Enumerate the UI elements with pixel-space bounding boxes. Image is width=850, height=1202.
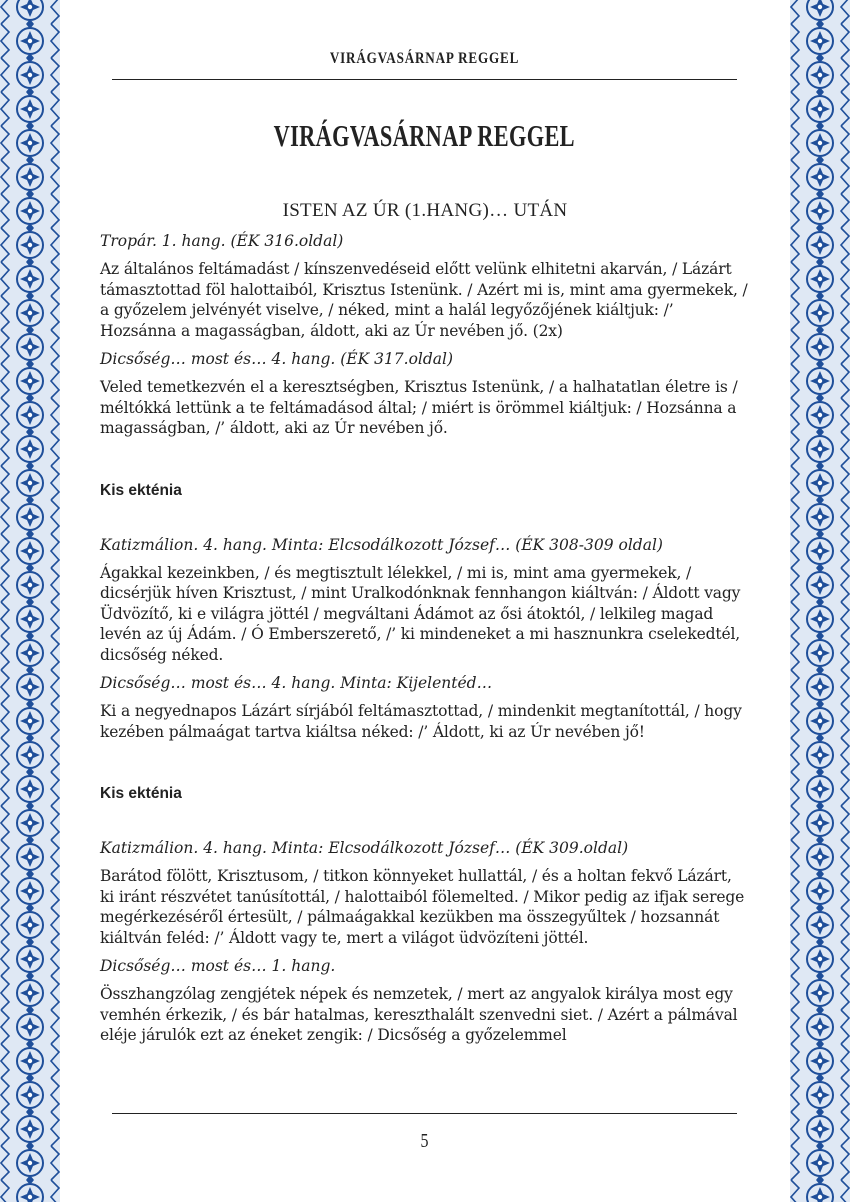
spacer — [100, 447, 750, 481]
glory3-text: Összhangzólag zengjétek népek és nemzetek, / mert az angyalok királya most egy vemhén érkezik, / és bár hatalmas, kereszthalált szenvedni siet. / Azért a pálmával eléje járulók ezt az éneket zengik: / Dicsőség a győzelemmel — [100, 985, 738, 1044]
troparion-rubric: Tropár. 1. hang. (ÉK 316.oldal) — [100, 232, 344, 250]
kathisma1-rubric: Katizmálion. 4. hang. Minta: Elcsodálkozott József… (ÉK 308-309 oldal) — [100, 535, 663, 554]
running-head: VIRÁGVASÁRNAP REGGEL — [329, 50, 520, 67]
folk-pattern — [790, 0, 850, 1202]
litany-heading: Kis ekténia — [100, 785, 182, 802]
header-rule — [112, 79, 737, 80]
document-body — [100, 200, 750, 1054]
section-subtitle: ISTEN AZ ÚR (1.HANG)… UTÁN — [282, 200, 568, 221]
spacer — [100, 750, 750, 784]
decorative-border-right — [790, 0, 850, 1202]
spacer — [100, 804, 750, 838]
glory1-rubric: Dicsőség… most és… 4. hang. (ÉK 317.oldal) — [100, 350, 454, 368]
glory1-text: Veled temetkezvén el a keresztségben, Krisztus Istenünk, / a halhatatlan életre is / méltókká lettünk a te feltámadásod által; / miért is örömmel kiáltjuk: / Hozsánna a magasságban, /’ áldott, aki az Úr nevében jő. — [100, 378, 738, 437]
page-number: 5 — [420, 1130, 429, 1152]
glory3-rubric: Dicsőség… most és… 1. hang. — [100, 957, 336, 975]
glory2-text: Ki a negyednapos Lázárt sírjából feltámasztottad, / mindenkit megtanítottál, / hogy kezében pálmaágat tartva kiáltsa néked: /’ Áldott, ki az Úr nevében jő! — [100, 702, 742, 741]
folk-pattern — [0, 0, 60, 1202]
page-title: VIRÁGVASÁRNAP REGGEL — [273, 118, 576, 153]
troparion-text: Az általános feltámadást / kínszenvedéseid előtt velünk elhitetni akarván, / Lázárt támasztottad föl halottaiból, Krisztus Istenünk. / Azért mi is, mint ama gyermekek, / a győzelem jelvényét viselve, / néked, mint a halál legyőzőjének kiáltjuk: /’ Hozsánna a magasságban, áldott, aki az Úr nevében jő. (2x) — [100, 260, 748, 340]
glory2-rubric: Dicsőség… most és… 4. hang. Minta: Kijelentéd… — [100, 674, 493, 692]
kathisma1-text: Ágakkal kezeinkben, / és megtisztult lélekkel, / mi is, mint ama gyermekek, / dicsérjük híven Krisztust, / mint Uralkodónknak fennhangon kiáltván: / Áldott vagy Üdvözítő, ki e világra jöttél / megváltani Ádámot az ősi átoktól, / lelkileg magad levén az új Ádám. / Ó Emberszerető, /’ ki mindeneket a mi hasznunkra cselekedtél, dicsőség néked. — [100, 563, 741, 664]
litany-heading: Kis ekténia — [100, 481, 182, 499]
decorative-border-left — [0, 0, 60, 1202]
kathisma2-text: Barátod fölött, Krisztusom, / titkon könnyeket hullattál, / és a holtan fekvő Lázárt, ki iránt részvétet tanúsítottál, / halottaiból fölemelted. / Mikor pedig az ifjak serege megérkezéséről értesült, / pálmaágakkal kezükben ma összegyűltek / hozsannát kiáltván feléd: /’ Áldott vagy te, mert a világot üdvözíteni jöttél. — [100, 867, 745, 947]
footer-rule — [112, 1113, 737, 1114]
kathisma2-rubric: Katizmálion. 4. hang. Minta: Elcsodálkozott József… (ÉK 309.oldal) — [100, 839, 629, 857]
spacer — [100, 501, 750, 535]
